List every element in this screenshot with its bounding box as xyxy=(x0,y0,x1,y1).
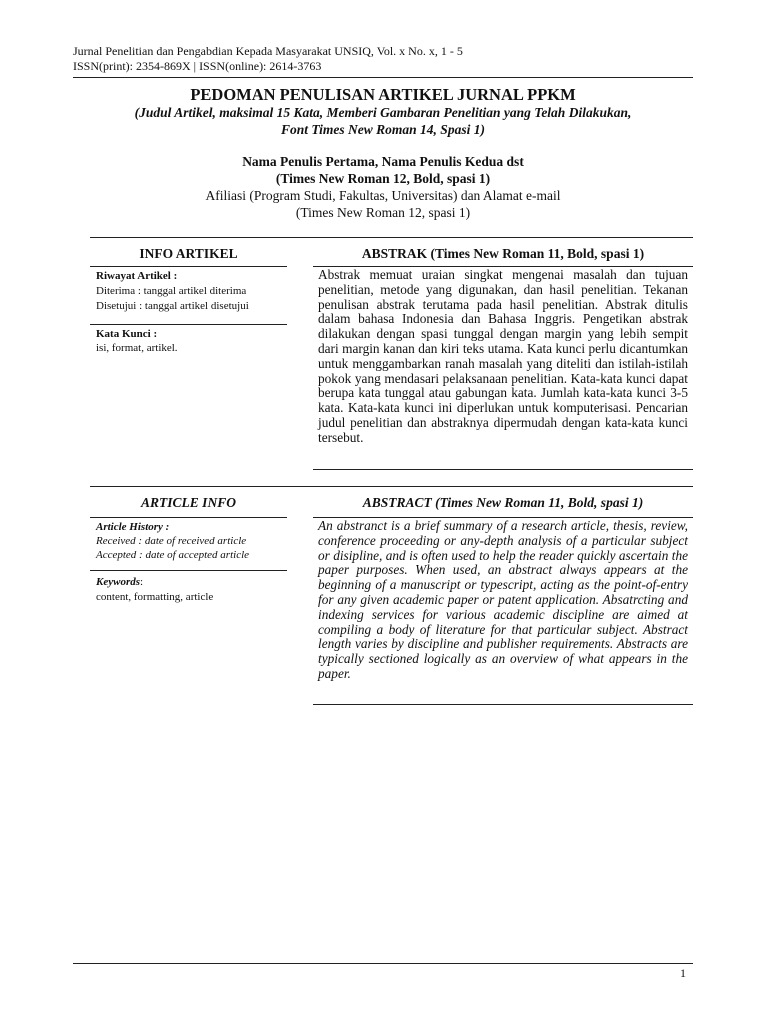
abstract-bottom-rule xyxy=(313,704,693,705)
abstrak-header: ABSTRAK (Times New Roman 11, Bold, spasi 1) xyxy=(361,246,645,261)
abstract-header: ABSTRACT (Times New Roman 11, Bold, spasi 1) xyxy=(362,495,644,510)
section-top-rule xyxy=(90,486,693,487)
author-names: Nama Penulis Pertama, Nama Penulis Kedua dst xyxy=(242,154,524,169)
info-artikel-header: INFO ARTIKEL xyxy=(139,246,238,261)
running-head xyxy=(73,44,693,74)
keywords-colon: : xyxy=(140,576,144,588)
author-names-note: (Times New Roman 12, Bold, spasi 1) xyxy=(275,171,491,186)
keywords-text: content, formatting, article xyxy=(96,591,214,603)
info-divider xyxy=(90,570,287,571)
info-divider xyxy=(90,324,287,325)
abstract-bottom-rule xyxy=(313,469,693,470)
title-note-line-2: Font Times New Roman 14, Spasi 1) xyxy=(281,122,485,137)
info-header-rule xyxy=(90,266,287,267)
history-label: Riwayat Artikel : xyxy=(96,270,178,282)
title-note-line-1: (Judul Artikel, maksimal 15 Kata, Memberi Gambaran Penelitian yang Telah Dilakukan, xyxy=(134,105,632,120)
page-number: 1 xyxy=(680,966,686,980)
received-date: Received : date of received article xyxy=(96,535,247,547)
article-info-header: ARTICLE INFO xyxy=(141,495,236,510)
authors-block xyxy=(73,153,693,221)
info-header-rule xyxy=(90,517,287,518)
issn-line: ISSN(print): 2354-869X | ISSN(online): 2614-3763 xyxy=(73,59,322,73)
history-label: Article History : xyxy=(96,521,170,533)
affiliation-note: (Times New Roman 12, spasi 1) xyxy=(295,205,471,220)
keywords-text: isi, format, artikel. xyxy=(96,342,178,354)
accepted-date: Disetujui : tanggal artikel disetujui xyxy=(96,300,249,312)
journal-line: Jurnal Penelitian dan Pengabdian Kepada Masyarakat UNSIQ, Vol. x No. x, 1 - 5 xyxy=(73,44,463,58)
received-date: Diterima : tanggal artikel diterima xyxy=(96,285,247,297)
article-title: PEDOMAN PENULISAN ARTIKEL JURNAL PPKM xyxy=(190,85,576,104)
affiliation: Afiliasi (Program Studi, Fakultas, Universitas) dan Alamat e-mail xyxy=(205,188,561,203)
keywords-label: Kata Kunci : xyxy=(96,328,158,340)
keywords-label-row xyxy=(96,576,143,589)
title-block xyxy=(73,85,693,138)
header-rule xyxy=(73,77,693,78)
section-top-rule xyxy=(90,237,693,238)
footer-rule xyxy=(73,963,693,964)
abstract-text: An abstranct is a brief summary of a research article, thesis, review, conference proceeding or any-depth analysis of a particular subject or disipline, and is often used to help the reader quickly ascertain the paper purposes. When used, an abstract always appears at the beginning of a manuscript or typescript, acting as the point-of-entry for any given academic paper or patent application. Absatrcting and indexing services for various academic discipline are aimed at compiling a body of literature for that particular subject. Abstract length varies by discipline and publisher requirements. Abstracts are typically sectioned logically as an overview of what appears in the paper. xyxy=(318,518,688,681)
abstrak-text: Abstrak memuat uraian singkat mengenai masalah dan tujuan penelitian, metode yang digunakan, dan hasil penelitian. Tekanan penulisan abstrak terutama pada hasil penelitian. Abstrak ditulis dalam bahasa Indonesia dan Bahasa Inggris. Pengetikan abstrak dilakukan dengan spasi tunggal dengan margin yang lebih sempit dari margin kanan dan kiri teks utama. Kata kunci perlu dicantumkan untuk menggambarkan ranah masalah yang diteliti dan istilah-istilah pokok yang mendasari pelaksanaan penelitian. Kata-kata kunci dapat berupa kata tunggal atau gabungan kata. Jumlah kata-kata kunci 3-5 kata. Kata-kata kunci ini diperlukan untuk komputerisasi. Pencarian judul penelitian dan abstraknya dipermudah dengan kata-kata kunci tersebut. xyxy=(318,267,688,445)
accepted-date: Accepted : date of accepted article xyxy=(96,549,250,561)
keywords-label: Keywords xyxy=(96,576,140,588)
